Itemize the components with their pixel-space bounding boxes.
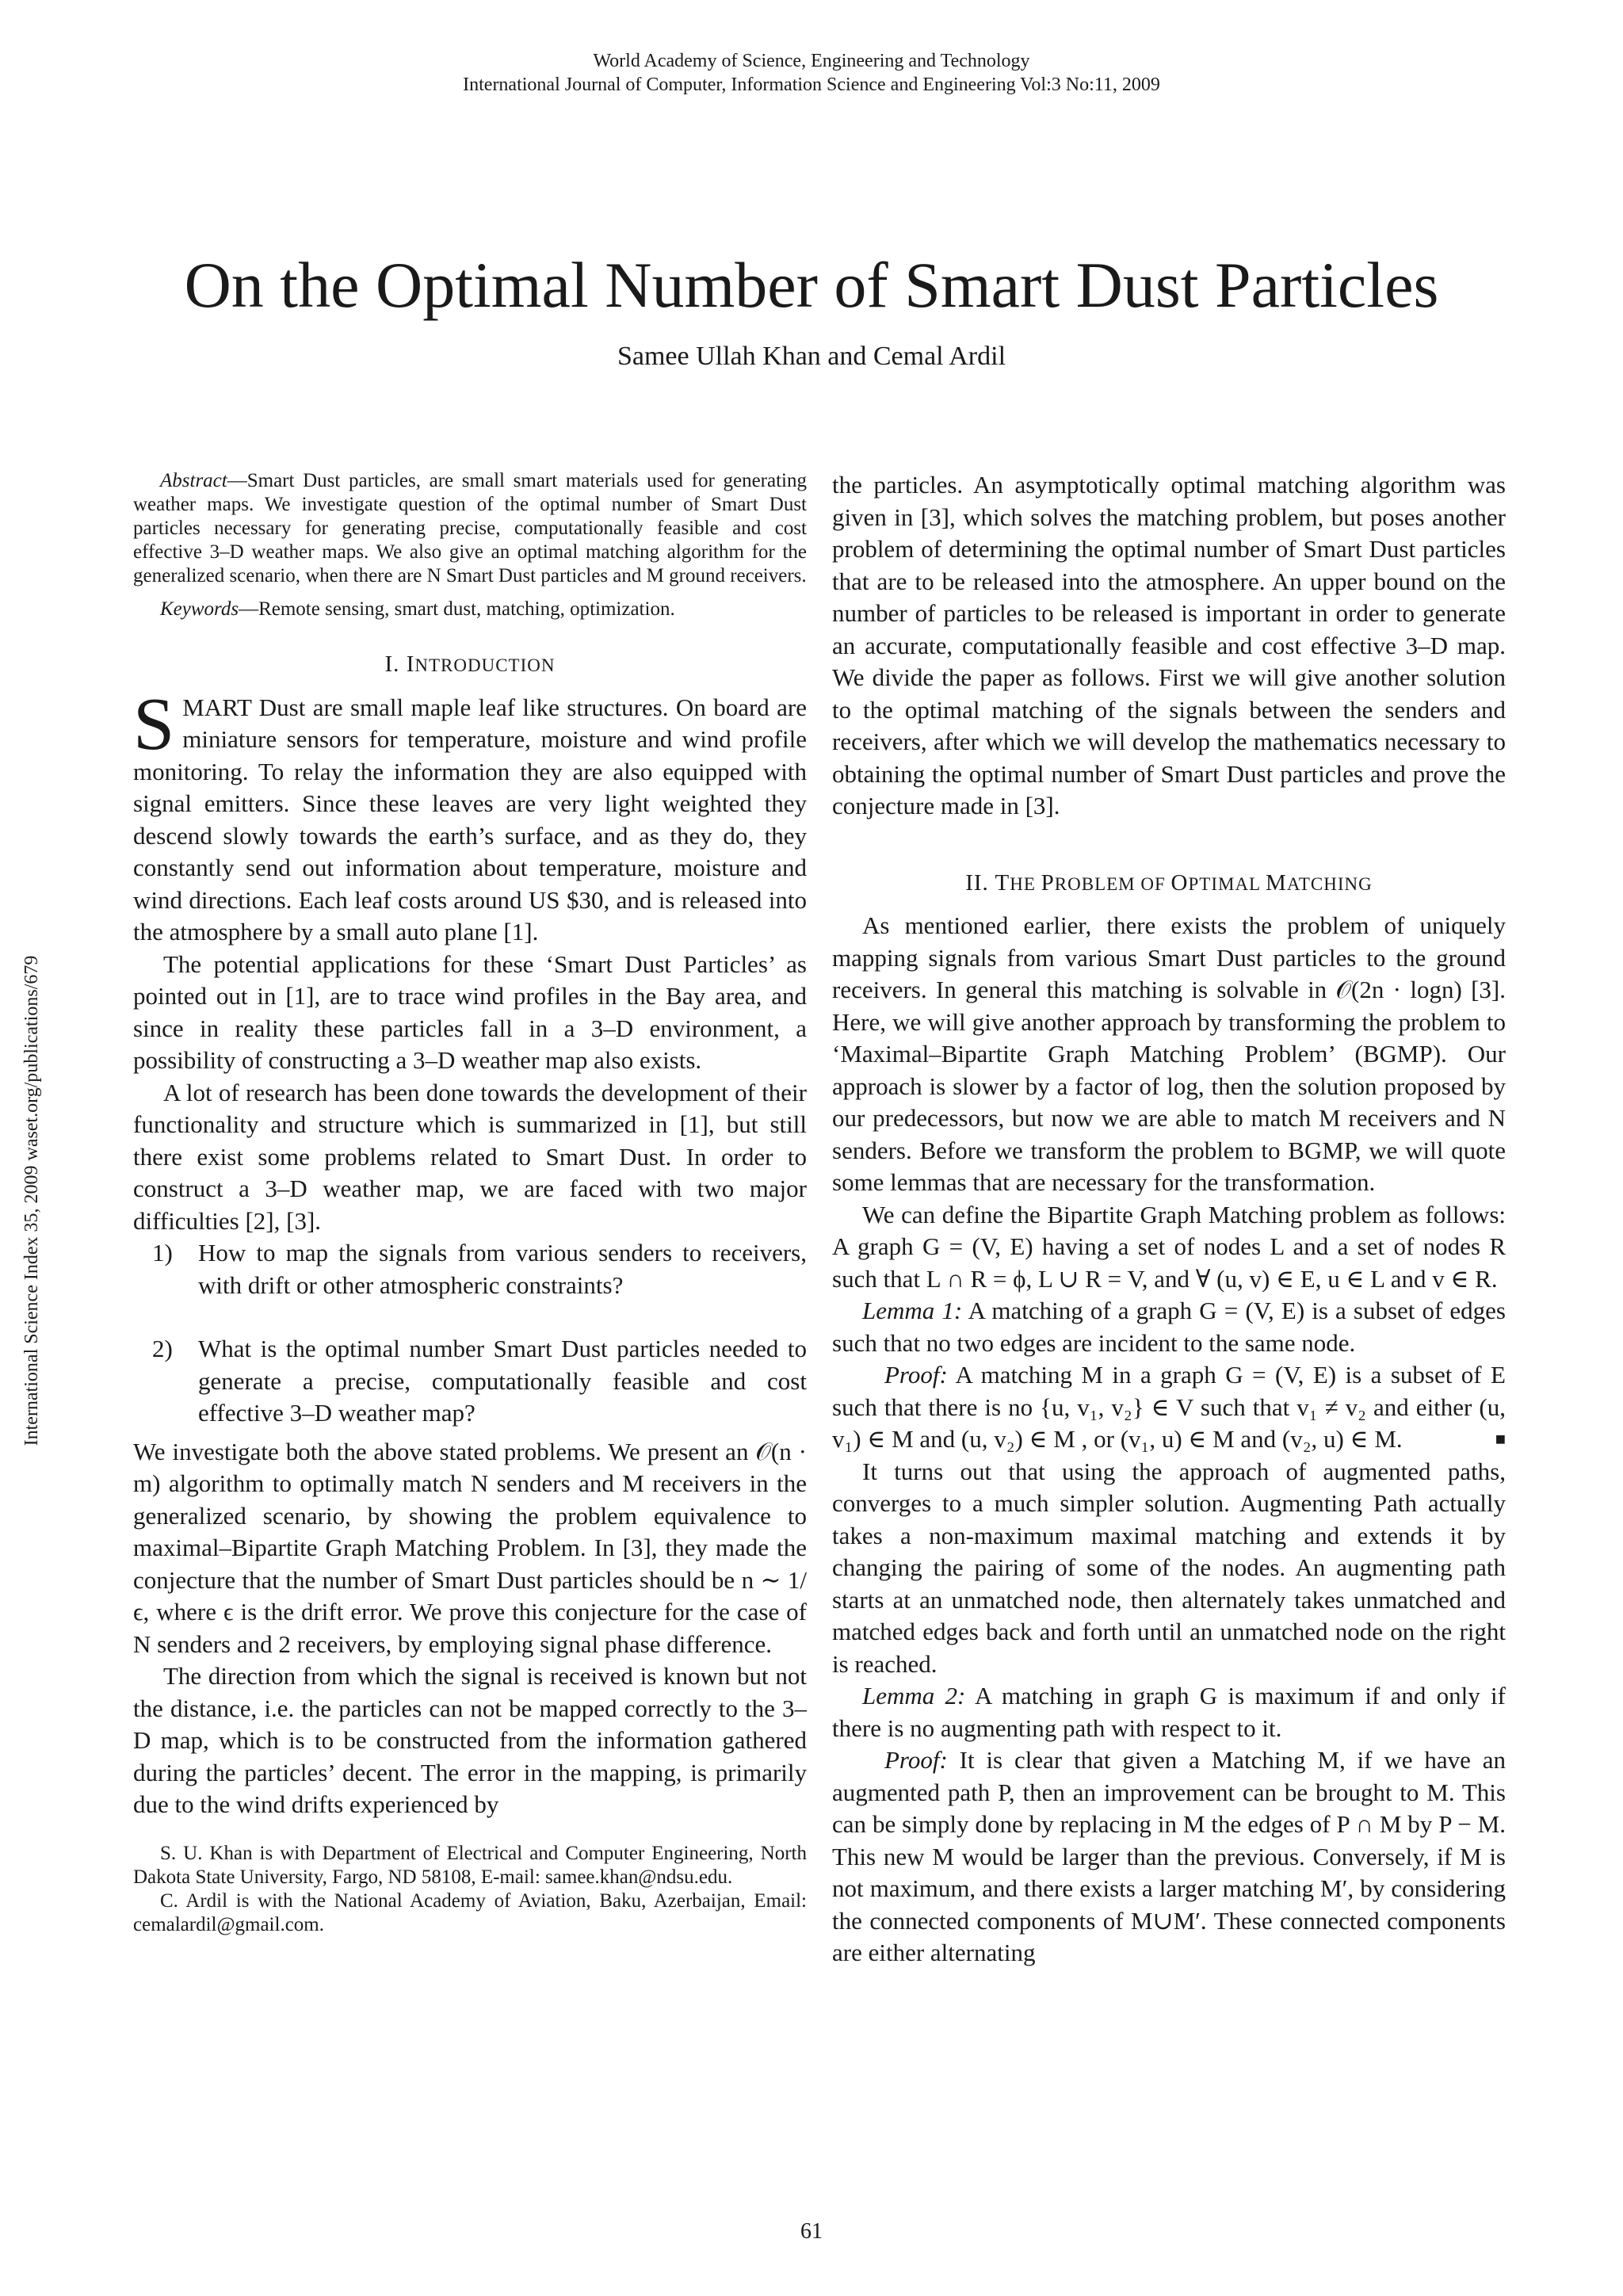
- intro-paragraph-1: SMART Dust are small maple leaf like structures. On board are miniature sensors for temperature, moisture and wind profile monitoring. To relay the information they are also equipped with signal emitters. Since these leaves are very light weighted they descend slowly towards the earth’s surface, and as they do, they constantly send out information about temperature, moisture and wind directions. Each leaf costs around US $30, and is released into the atmosphere by a small auto plane [1].: [133, 682, 807, 946]
- journal-header-line-1: World Academy of Science, Engineering and Technology: [593, 51, 1030, 71]
- left-column: [133, 469, 807, 1937]
- abstract-block: [133, 469, 807, 621]
- footnote-khan: S. U. Khan is with Department of Electrical and Computer Engineering, North Dakota State University, Fargo, ND 58108, E-mail: samee.khan@ndsu.edu.: [133, 1842, 807, 1888]
- matching-paragraph-1: As mentioned earlier, there exists the problem of uniquely mapping signals from various Smart Dust particles to the ground receivers. In general this matching is solvable in 𝒪(2n · logn) [3]. Here, we will give another approach by transforming the problem to ‘Maximal–Bipartite Graph Matching Problem’ (BGMP). Our approach is slower by a factor of log, then the solution proposed by our predecessors, but now we are able to match M receivers and N senders. Before we transform the problem to BGMP, we will quote some lemmas that are necessary for the transformation.: [832, 911, 1506, 1196]
- intro-paragraph-4: We investigate both the above stated problems. We present an 𝒪(n · m) algorithm to optimally match N senders and M receivers in the generalized scenario, by showing the problem equivalence to maximal–Bipartite Graph Matching Problem. In [3], they made the conjecture that the number of Smart Dust particles should be n ∼ 1/ϵ, where ϵ is the drift error. We prove this conjecture for the case of N senders and 2 receivers, by employing signal phase difference.: [133, 1437, 807, 1658]
- list-item: 2) What is the optimal number Smart Dust particles needed to generate a precise, computationally feasible and cost effective 3–D weather map?: [152, 1335, 807, 1427]
- matching-paragraph-3: It turns out that using the approach of augmented paths, converges to a much simpler solution. Augmenting Path actually takes a non-maximum maximal matching and extends it by changing the pairing of some of the nodes. An augmenting path starts at an unmatched node, then alternately takes unmatched and matched edges back and forth until an unmatched node on the right is reached.: [832, 1457, 1506, 1678]
- abstract-label: Abstract: [160, 470, 227, 491]
- difficulties-list: [133, 1237, 807, 1430]
- paper-title: On the Optimal Number of Smart Dust Particles: [184, 249, 1439, 321]
- lemma-1: Lemma 1: A matching of a graph G = (V, E) is a subset of edges such that no two edges are incident to the same node.: [832, 1297, 1506, 1357]
- footnotes: [133, 1842, 807, 1937]
- keywords: [133, 598, 807, 621]
- abstract-text: —Smart Dust particles, are small smart materials used for generating weather maps. We investigate question of the optimal number of Smart Dust particles necessary for generating precise, computationally feasible and cost effective 3–D weather maps. We also give an optimal matching algorithm for the generalized scenario, when there are N Smart Dust particles and M ground receivers.: [133, 470, 807, 586]
- abstract: [133, 469, 807, 588]
- keywords-text: —Remote sensing, smart dust, matching, optimization.: [239, 598, 675, 620]
- intro-paragraph-3: A lot of research has been done towards the development of their functionality and structure which is summarized in [1], but still there exist some problems related to Smart Dust. In order to construct a 3–D weather map, we are faced with two major difficulties [2], [3].: [133, 1078, 807, 1235]
- page-number: 61: [800, 2219, 823, 2244]
- section-heading-optimal-matching: II. THE PROBLEM OF OPTIMAL MATCHING: [965, 869, 1373, 896]
- footnote-ardil: C. Ardil is with the National Academy of Aviation, Baku, Azerbaijan, Email: cemalardil@gmail.com.: [133, 1889, 807, 1935]
- qed-mark: ■: [1495, 1429, 1506, 1449]
- intro-paragraph-2: The potential applications for these ‘Smart Dust Particles’ as pointed out in [1], are to trace wind profiles in the Bay area, and since in reality these particles fall in a 3–D environment, a possibility of constructing a 3–D weather map also exists.: [133, 949, 807, 1074]
- keywords-label: Keywords: [160, 598, 239, 620]
- drop-cap: S: [133, 682, 175, 766]
- proof-2: Proof: It is clear that given a Matching M, if we have an augmented path P, then an improvement can be brought to M. This can be simply done by replacing in M the edges of P ∩ M by P − M. This new M would be larger than the previous. Conversely, if M is not maximum, and there exists a larger matching M′, by considering the connected components of M∪M′. These connected components are either alternating: [832, 1746, 1506, 1966]
- right-column: [832, 469, 1506, 1969]
- proof-1: Proof: A matching M in a graph G = (V, E) is a subset of E such that there is no {u, v₁, v₂} ∈ V such that v₁ ≠ v₂ and either (u, v₁) ∈ M and (u, v₂) ∈ M , or (v₁, u) ∈ M and (v₂, u) ∈ M. ■: [832, 1359, 1506, 1456]
- lemma-2: Lemma 2: A matching in graph G is maximum if and only if there is no augmenting path with respect to it.: [832, 1682, 1506, 1742]
- paper-authors: Samee Ullah Khan and Cemal Ardil: [617, 342, 1006, 371]
- intro-paragraph-5: The direction from which the signal is received is known but not the distance, i.e. the particles can not be mapped correctly to the 3–D map, which is to be constructed from the information gathered during the particles’ decent. The error in the mapping, is primarily due to the wind drifts experienced by: [133, 1662, 807, 1818]
- intro-continuation: the particles. An asymptotically optimal matching algorithm was given in [3], which solves the matching problem, but poses another problem of determining the optimal number of Smart Dust particles that are to be released into the atmosphere. An upper bound on the number of particles to be released is important in order to generate an accurate, computationally feasible and cost effective 3–D map. We divide the paper as follows. First we will give another solution to the optimal matching of the signals between the senders and receivers, after which we will develop the mathematics necessary to obtaining the optimal number of Smart Dust particles and prove the conjecture made in [3].: [832, 471, 1506, 819]
- section-heading-introduction: I. INTRODUCTION: [384, 651, 556, 677]
- matching-paragraph-2: We can define the Bipartite Graph Matching problem as follows: A graph G = (V, E) having a set of nodes L and a set of nodes R such that L ∩ R = ϕ, L ∪ R = V, and ∀ (u, v) ∈ E, u ∈ L and v ∈ R.: [832, 1200, 1506, 1293]
- journal-header-line-2: International Journal of Computer, Information Science and Engineering Vol:3 No:11, 2009: [463, 74, 1160, 95]
- side-margin-citation: International Science Index 35, 2009 waset.org/publications/679: [21, 955, 42, 1446]
- list-item: 1) How to map the signals from various senders to receivers, with drift or other atmospheric constraints?: [152, 1239, 807, 1299]
